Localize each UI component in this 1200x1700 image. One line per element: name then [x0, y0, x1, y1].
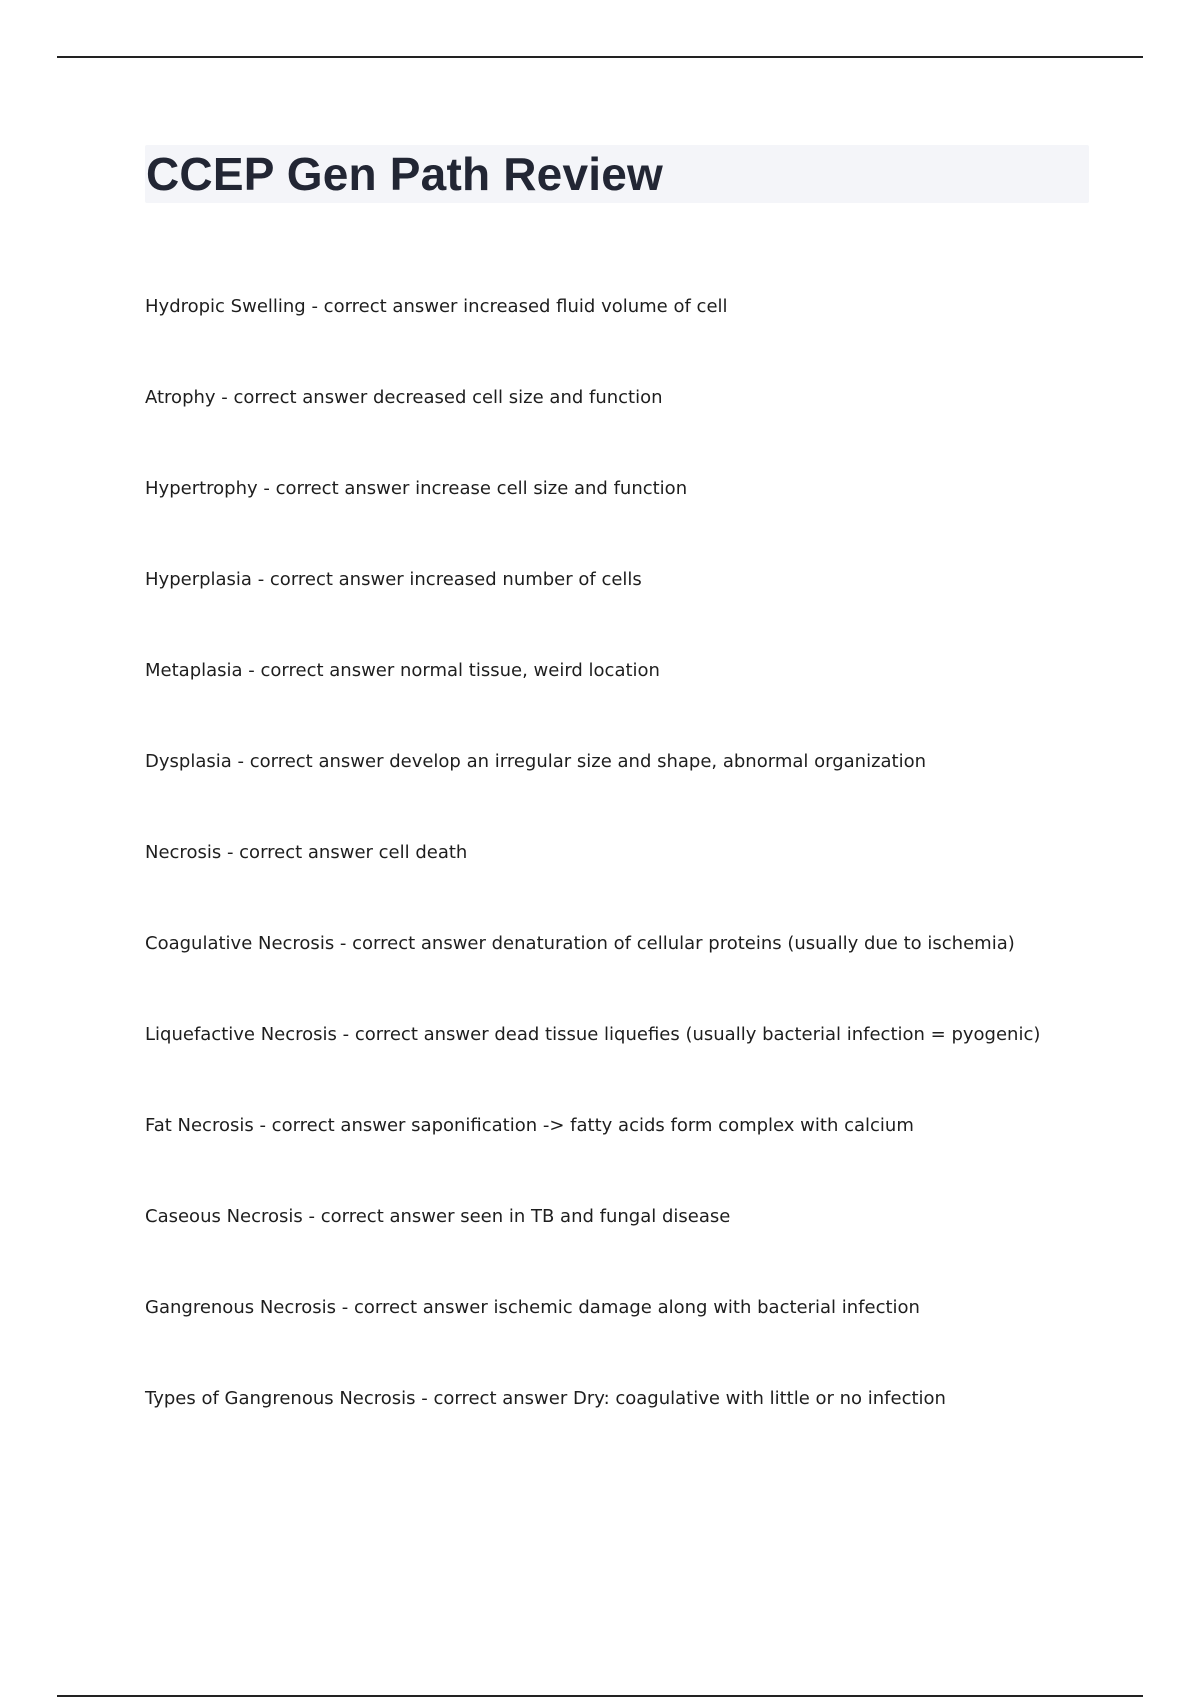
entry-separator: - correct answer: [415, 1388, 573, 1409]
list-item: [145, 292, 1095, 383]
list-item: [145, 565, 1095, 656]
entry-separator: - correct answer: [257, 478, 416, 499]
entry-answer: Dry: coagulative with little or no infection: [572, 1388, 946, 1409]
list-item: [145, 747, 1095, 838]
list-item: [145, 1293, 1095, 1384]
entry-separator: - correct answer: [215, 387, 373, 408]
header-rule: [57, 56, 1143, 58]
entry-term: Metaplasia: [145, 660, 243, 681]
entry-term: Atrophy: [145, 387, 216, 408]
entry-answer: ischemic damage along with bacterial infection: [493, 1297, 920, 1318]
entry-answer: normal tissue, weird location: [399, 660, 660, 681]
entry-term: Hypertrophy: [145, 478, 258, 499]
entry-term: Liquefactive Necrosis: [145, 1024, 337, 1045]
entry-term: Types of Gangrenous Necrosis: [145, 1388, 416, 1409]
list-item: [145, 1111, 1095, 1202]
list-item: [145, 383, 1095, 474]
entry-answer: increased number of cells: [409, 569, 642, 590]
entry-answer: dead tissue liquefies (usually bacterial infection = pyogenic): [494, 1024, 1041, 1045]
entry-answer: increased fluid volume of cell: [463, 296, 728, 317]
entry-answer: develop an irregular size and shape, abnormal organization: [389, 751, 927, 772]
entry-separator: - correct answer: [251, 569, 410, 590]
entry-term: Dysplasia: [145, 751, 232, 772]
entry-term: Caseous Necrosis: [145, 1206, 303, 1227]
footer-rule: [57, 1695, 1143, 1697]
entry-separator: - correct answer: [334, 933, 492, 954]
list-item: [145, 474, 1095, 565]
list-item: [145, 1020, 1095, 1111]
entry-answer: increase cell size and function: [415, 478, 688, 499]
entry-term: Hyperplasia: [145, 569, 252, 590]
entry-separator: - correct answer: [305, 296, 464, 317]
entry-answer: saponification -> fatty acids form complex with calcium: [411, 1115, 914, 1136]
entry-answer: seen in TB and fungal disease: [460, 1206, 731, 1227]
entry-separator: - correct answer: [242, 660, 400, 681]
entry-term: Fat Necrosis: [145, 1115, 254, 1136]
entry-answer: decreased cell size and function: [372, 387, 663, 408]
entry-separator: - correct answer: [302, 1206, 461, 1227]
list-item: [145, 838, 1095, 929]
entry-separator: - correct answer: [231, 751, 390, 772]
entry-separator: - correct answer: [336, 1024, 495, 1045]
entry-separator: - correct answer: [221, 842, 379, 863]
entry-term: Hydropic Swelling: [145, 296, 306, 317]
entry-term: Gangrenous Necrosis: [145, 1297, 337, 1318]
list-item: [145, 929, 1095, 1020]
list-item: [145, 1384, 1095, 1475]
list-item: [145, 1202, 1095, 1293]
page-title: CCEP Gen Path Review: [146, 148, 663, 200]
flashcard-list: [145, 292, 1095, 1475]
entry-term: Coagulative Necrosis: [145, 933, 335, 954]
entry-term: Necrosis: [145, 842, 222, 863]
entry-separator: - correct answer: [336, 1297, 494, 1318]
entry-answer: cell death: [378, 842, 468, 863]
list-item: [145, 656, 1095, 747]
entry-separator: - correct answer: [253, 1115, 412, 1136]
entry-answer: denaturation of cellular proteins (usually due to ischemia): [491, 933, 1015, 954]
